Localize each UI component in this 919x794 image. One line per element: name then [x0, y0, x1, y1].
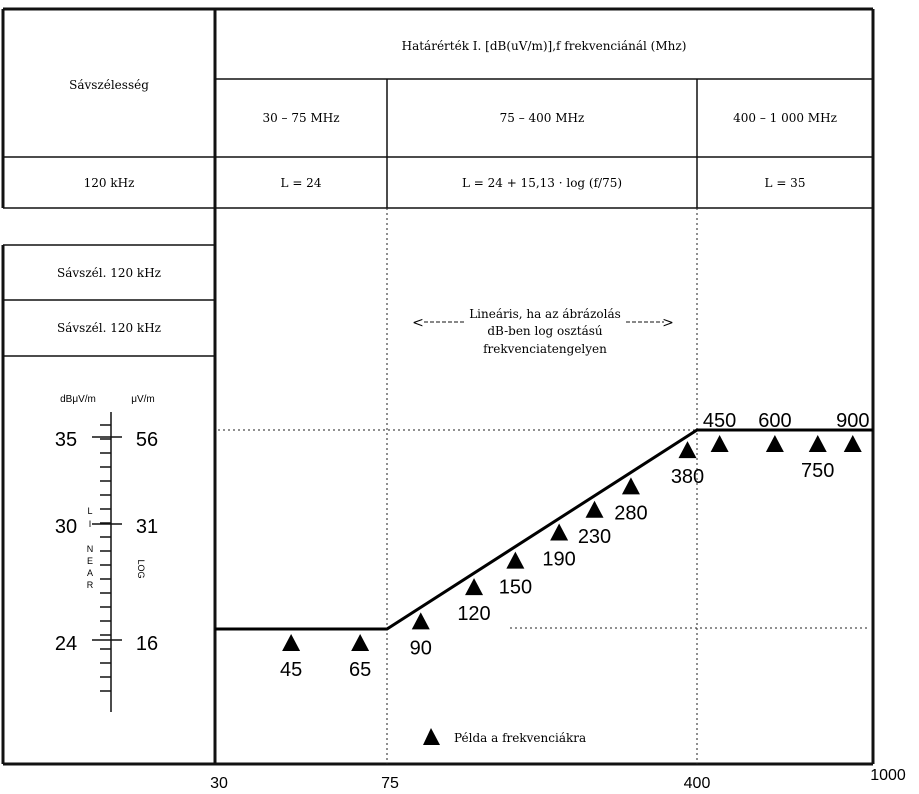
log-label: LOG — [136, 559, 146, 579]
db-tick-24: 24 — [54, 633, 78, 655]
db-tick-35: 35 — [54, 429, 78, 451]
frequency-marker-230 — [586, 501, 604, 518]
db-unit-label: dBμV/m — [60, 394, 96, 405]
frequency-label-380: 380 — [670, 466, 705, 489]
x-label-400: 400 — [683, 775, 711, 792]
frequency-marker-450 — [711, 435, 729, 452]
frequency-label-900: 900 — [836, 410, 870, 432]
bandwidth-row-2: Sávszél. 120 kHz — [57, 321, 161, 335]
frequency-label-65: 65 — [348, 659, 372, 681]
limit-title: Határérték I. [dB(uV/m)],f frekvenciánál (Mhz) — [401, 39, 687, 53]
limit-line — [215, 430, 873, 629]
band-75-400: 75 – 400 MHz — [499, 111, 585, 125]
frequency-marker-90 — [412, 612, 430, 629]
plot-area — [215, 410, 873, 681]
band-400-1000: 400 – 1 000 MHz — [733, 111, 837, 125]
frequency-label-280: 280 — [614, 502, 648, 525]
legend-label: Példa a frekvenciákra — [454, 731, 587, 745]
frequency-label-45: 45 — [279, 659, 303, 681]
x-label-30: 30 — [210, 775, 228, 792]
frequency-label-750: 750 — [801, 460, 835, 482]
frequency-label-450: 450 — [702, 410, 737, 432]
bandwidth-header: Sávszélesség — [69, 78, 149, 92]
frequency-label-190: 190 — [542, 548, 576, 571]
frequency-label-230: 230 — [577, 525, 612, 548]
frequency-marker-900 — [844, 435, 862, 452]
formula-400-1000: L = 35 — [764, 176, 806, 190]
linear-letter: E — [86, 556, 94, 566]
formula-30-75: L = 24 — [280, 176, 322, 190]
db-tick-30: 30 — [54, 516, 78, 538]
uv-tick-56: 56 — [135, 429, 159, 451]
frequency-label-90: 90 — [409, 637, 432, 660]
formula-75-400: L = 24 + 15,13 · log (f/75) — [461, 176, 623, 190]
frequency-marker-600 — [766, 435, 784, 452]
note-line-1: Lineáris, ha az ábrázolás — [469, 307, 621, 321]
uv-unit-label: μV/m — [131, 394, 155, 405]
frequency-label-150: 150 — [498, 576, 533, 599]
frequency-marker-190 — [550, 524, 568, 541]
level-scale — [92, 412, 122, 712]
note-line-2: dB-ben log osztású — [487, 324, 603, 338]
frequency-label-120: 120 — [457, 603, 491, 626]
x-label-1000: 1000 — [870, 767, 906, 784]
bandwidth-value: 120 kHz — [83, 176, 135, 190]
note-line-3: frekvenciatengelyen — [483, 342, 607, 356]
linear-letter: N — [86, 544, 94, 554]
linear-letter: L — [87, 506, 93, 516]
linear-letter: I — [88, 519, 92, 529]
frequency-label-600: 600 — [758, 410, 792, 432]
band-30-75: 30 – 75 MHz — [262, 111, 340, 125]
frequency-marker-150 — [506, 552, 524, 569]
frequency-marker-120 — [465, 578, 483, 595]
uv-tick-31: 31 — [135, 516, 159, 538]
uv-tick-16: 16 — [135, 633, 159, 655]
legend-triangle-icon — [423, 728, 440, 745]
linear-letter: A — [86, 568, 94, 578]
linear-letter: R — [86, 580, 94, 590]
note-arrow-left: < — [412, 315, 424, 331]
frequency-marker-65 — [351, 634, 369, 651]
frequency-marker-45 — [282, 634, 300, 651]
bandwidth-row-1: Sávszél. 120 kHz — [57, 266, 161, 280]
frequency-marker-750 — [809, 435, 827, 452]
frequency-marker-380 — [679, 441, 697, 458]
note-arrow-right: > — [662, 315, 674, 331]
frequency-marker-280 — [622, 477, 640, 494]
x-label-75: 75 — [381, 775, 399, 792]
